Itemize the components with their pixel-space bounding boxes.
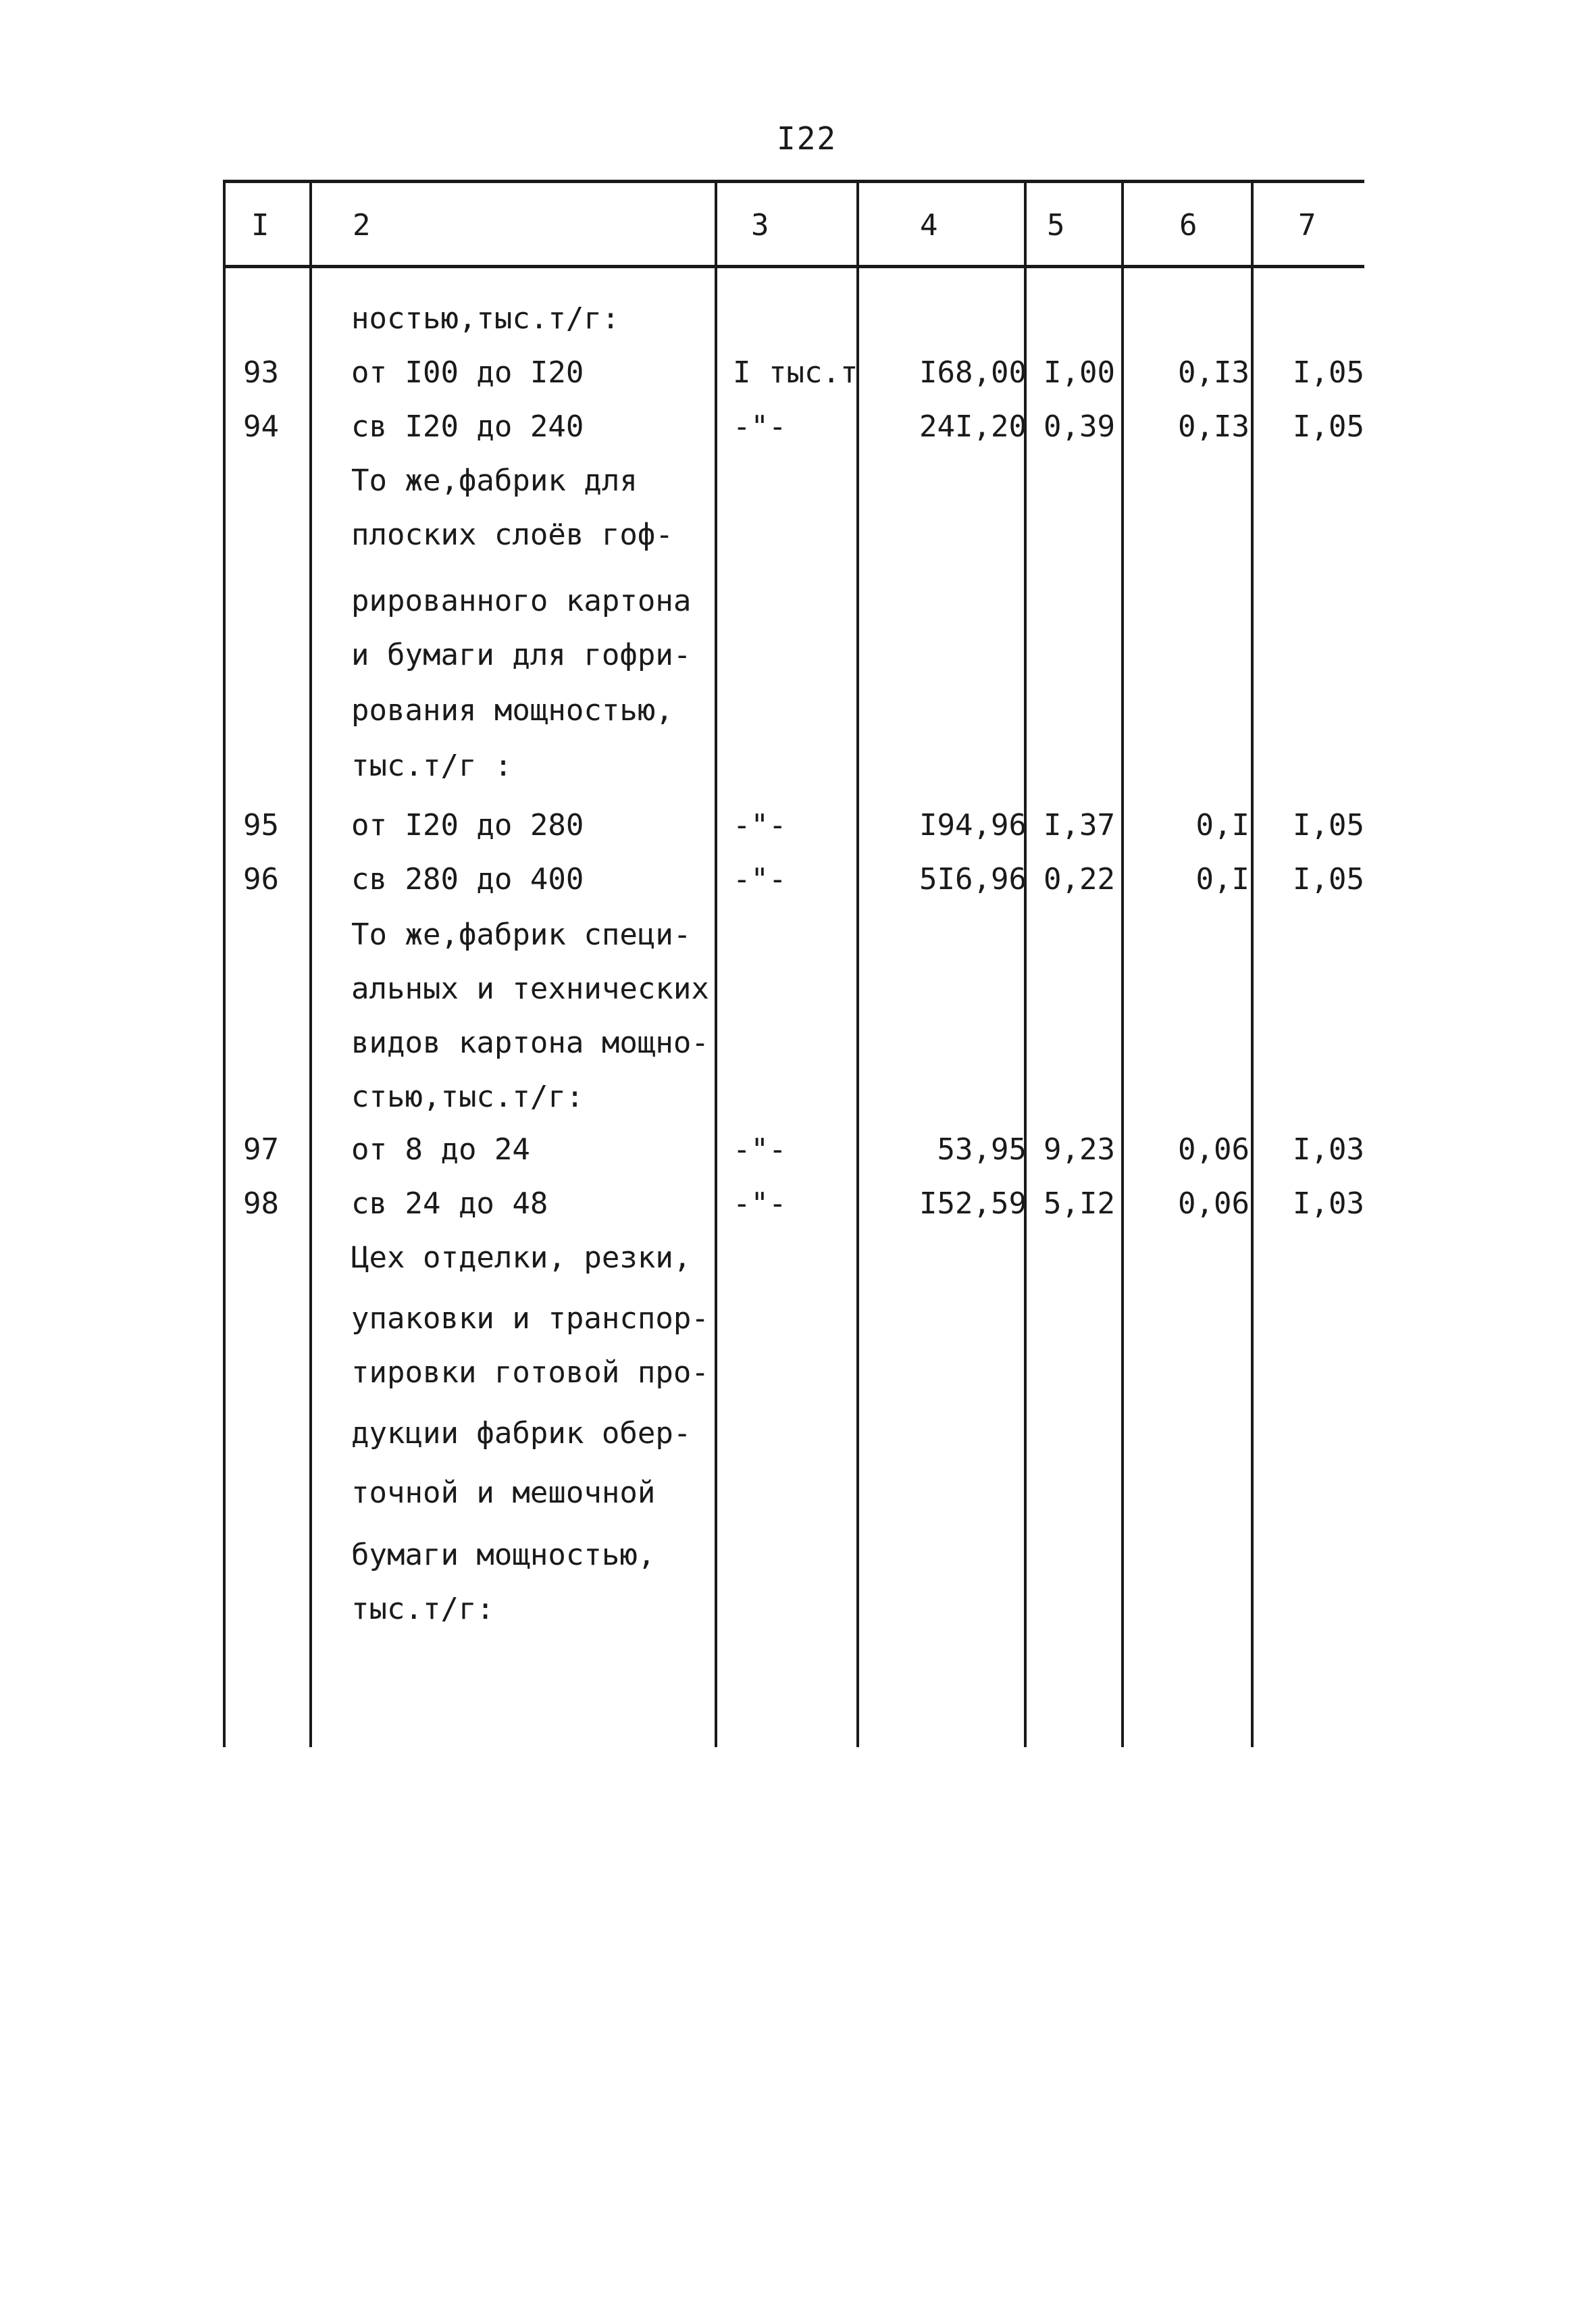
table-cell-c5: 9,23 [1044,1132,1115,1167]
table-cell-c4: I68,00 [919,355,1027,390]
column-header: 3 [751,208,769,243]
table-cell-c7: I,03 [1293,1132,1364,1167]
table-cell-num: 93 [243,355,279,390]
table-cell-num: 95 [243,808,279,842]
column-divider [309,180,312,1747]
table-cell-unit: -"- [733,808,787,842]
table-cell-desc: видов картона мощно- [351,1026,709,1060]
table-cell-c6: 0,06 [1178,1132,1250,1167]
table-cell-c4: 5I6,96 [919,862,1027,897]
table-cell-desc: св 280 до 400 [351,862,584,897]
table-cell-desc: от I00 до I20 [351,355,584,390]
table-cell-desc: и бумаги для гофри- [351,638,692,672]
column-header: 2 [353,208,371,243]
table-cell-unit: -"- [733,862,787,897]
table-cell-c6: 0,I [1195,808,1250,842]
table-cell-c7: I,05 [1293,808,1364,842]
table-cell-unit: -"- [733,1132,787,1167]
page-number: I22 [777,120,838,157]
table-cell-c7: I,05 [1293,355,1364,390]
table-cell-desc: Цех отделки, резки, [351,1240,692,1275]
table-cell-c5: 0,39 [1044,409,1115,444]
table-cell-desc: тыс.т/г : [351,749,513,783]
table-cell-c6: 0,I3 [1178,355,1250,390]
table-cell-num: 97 [243,1132,279,1167]
table-cell-desc: точной и мешочной [351,1476,656,1510]
table-top-rule [223,180,1364,183]
table-cell-num: 98 [243,1186,279,1221]
table-cell-c7: I,03 [1293,1186,1364,1221]
table-cell-num: 94 [243,409,279,444]
table-cell-unit: I тыс.т [733,355,858,390]
table-cell-c6: 0,I3 [1178,409,1250,444]
table-cell-desc: от 8 до 24 [351,1132,530,1167]
table-cell-desc: упаковки и транспор- [351,1301,709,1336]
table-cell-desc: св I20 до 240 [351,409,584,444]
table-cell-c7: I,05 [1293,409,1364,444]
table-cell-desc: тировки готовой про- [351,1355,709,1390]
table-cell-desc: дукции фабрик обер- [351,1416,692,1451]
table-cell-desc: То же,фабрик специ- [351,917,692,952]
column-header: 7 [1298,208,1316,243]
column-header: 6 [1179,208,1198,243]
table-cell-c6: 0,I [1195,862,1250,897]
table-cell-unit: -"- [733,1186,787,1221]
table-cell-unit: -"- [733,409,787,444]
column-divider [223,180,226,1747]
table-cell-c5: 5,I2 [1044,1186,1115,1221]
column-header: 5 [1047,208,1065,243]
column-divider [715,180,717,1747]
table-cell-desc: плоских слоёв гоф- [351,518,673,552]
table-cell-desc: рования мощностью, [351,693,673,728]
table-cell-num: 96 [243,862,279,897]
table-cell-desc: св 24 до 48 [351,1186,548,1221]
table-cell-c5: 0,22 [1044,862,1115,897]
table-cell-c4: 24I,20 [919,409,1027,444]
table-cell-c5: I,37 [1044,808,1115,842]
header-bottom-rule [223,265,1364,268]
table-cell-desc: То же,фабрик для [351,463,638,498]
table-cell-c4: I94,96 [919,808,1027,842]
table-cell-desc: стью,тыс.т/г: [351,1080,584,1114]
table-cell-desc: от I20 до 280 [351,808,584,842]
table-cell-c6: 0,06 [1178,1186,1250,1221]
column-header: I [251,208,269,243]
table-cell-c4: 53,95 [937,1132,1027,1167]
table-cell-c7: I,05 [1293,862,1364,897]
table-cell-desc: бумаги мощностью, [351,1538,656,1572]
table-cell-desc: рированного картона [351,584,692,618]
table-cell-desc: ностью,тыс.т/г: [351,301,620,336]
table-cell-c4: I52,59 [919,1186,1027,1221]
table-cell-desc: тыс.т/г: [351,1592,494,1626]
table-cell-c5: I,00 [1044,355,1115,390]
column-header: 4 [920,208,938,243]
table-cell-desc: альных и технических [351,972,709,1006]
